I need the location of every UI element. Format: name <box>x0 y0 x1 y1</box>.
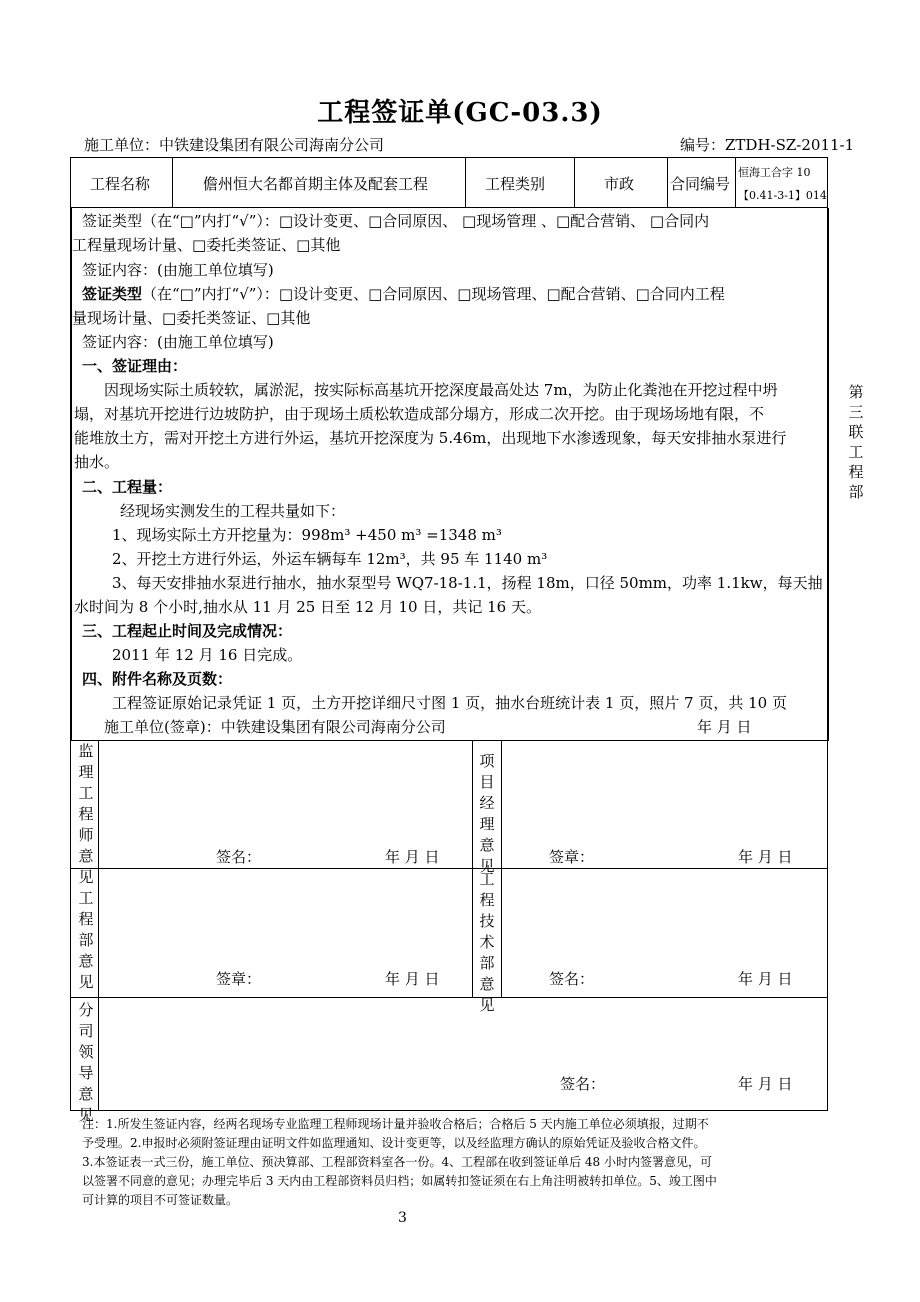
contract-no-line2: 【0.41-3-1】014 <box>738 189 827 202</box>
supervisor-opinion-label: 监理工程师意见 <box>78 742 94 886</box>
visa-type-line1: 签证类型（在“□”内打“√”）：□设计变更、□合同原因、 □现场管理 、□配合营销、 □合同内 <box>82 212 710 230</box>
note-line3: 3.本签证表一式三份，施工单位、预决算部、工程部资料室各一份。4、工程部在收到签证单后 48 小时内签署意见，可 <box>82 1155 712 1169</box>
pm-sign-date: 年 月 日 <box>738 848 793 866</box>
section1-para-line3: 能堆放土方，需对开挖土方进行外运，基坑开挖深度为 5.46m，出现地下水渗透现象，每天安排抽水泵进行 <box>74 429 787 447</box>
opinions-table <box>70 740 828 1111</box>
visa-type-repeat-line2: 量现场计量、□委托类签证、□其他 <box>72 309 311 327</box>
section1-para-line4: 抽水。 <box>74 453 120 471</box>
category-label: 工程类别 <box>485 175 546 193</box>
project-name-label: 工程名称 <box>90 175 151 193</box>
eng-dept-opinion-label: 工程部意见 <box>78 889 94 991</box>
note-line1: 注：1.所发生签证内容，经两名现场专业监理工程师现场计量并验收合格后；合格后 5 天内施工单位必须填报，过期不 <box>82 1117 709 1131</box>
section1-title: 一、签证理由： <box>82 357 188 375</box>
page-number: 3 <box>398 1210 407 1226</box>
contract-no-label: 合同编号 <box>670 175 731 193</box>
tech-dept-sign-date: 年 月 日 <box>738 970 793 988</box>
section2-title: 二、工程量： <box>82 478 173 496</box>
section2-intro: 经现场实测发生的工程共量如下： <box>120 502 346 520</box>
contractor-header: 施工单位：中铁建设集团有限公司海南分公司 <box>84 136 385 154</box>
eng-dept-sign-label: 签章： <box>216 970 262 988</box>
supervisor-sign-label: 签名： <box>216 848 262 866</box>
eng-dept-sign-date: 年 月 日 <box>385 970 440 988</box>
page-title: 工程签证单(GC-03.3) <box>317 98 603 128</box>
section2-item3-cont: 水时间为 8 个小时,抽水从 11 月 25 日至 12 月 10 日，共记 16 天。 <box>74 598 541 616</box>
section1-para-line2: 塌，对基坑开挖进行边坡防护，由于现场土质松软造成部分塌方，形成二次开挖。由于现场场地有限，不 <box>74 405 765 423</box>
company-sign-date: 年 月 日 <box>738 1075 793 1093</box>
section4-title: 四、附件名称及页数： <box>82 670 233 688</box>
company-sign-label: 签名： <box>560 1075 606 1093</box>
company-leader-opinion-label: 分司领导意见 <box>78 1001 94 1124</box>
section2-item1: 1、现场实际土方开挖量为：998m³ +450 m³ =1348 m³ <box>112 526 502 544</box>
supervisor-sign-date: 年 月 日 <box>385 848 440 866</box>
section2-item2: 2、开挖土方进行外运，外运车辆每车 12m³，共 95 车 1140 m³ <box>112 550 548 568</box>
visa-content-line: 签证内容：(由施工单位填写) <box>82 261 274 279</box>
visa-type-line2: 工程量现场计量、□委托类签证、□其他 <box>72 236 341 254</box>
form-number: 编号：ZTDH-SZ-2011-1 <box>680 136 855 154</box>
note-line5: 可计算的项目不可签证数量。 <box>82 1193 239 1207</box>
section2-item3: 3、每天安排抽水泵进行抽水，抽水泵型号 WQ7-18-1.1，扬程 18m，口径 50mm，功率 1.1kw，每天抽 <box>112 574 823 592</box>
contractor-sign-date: 年 月 日 <box>697 718 752 736</box>
contract-no-line1: 恒海工合字 10 <box>738 166 811 179</box>
note-line4: 以签署不同意的意见；办理完毕后 3 天内由工程部资料员归档；如属转扣签证须在右上角注明被转扣单位。5、竣工图中 <box>82 1174 717 1188</box>
copy-label-side: 第三联 工程部 <box>848 383 864 501</box>
pm-sign-label: 签章： <box>549 848 595 866</box>
tech-dept-opinion-label: 工程技术部意见 <box>479 870 495 1014</box>
tech-dept-sign-label: 签名： <box>549 970 595 988</box>
note-line2: 予受理。2.申报时必须附签证理由证明文件如监理通知、设计变更等，以及经监理方确认的原始凭证及验收合格文件。 <box>82 1136 706 1150</box>
section4-text: 工程签证原始记录凭证 1 页，土方开挖详细尺寸图 1 页，抽水台班统计表 1 页，照片 7 页，共 10 页 <box>112 694 787 712</box>
project-name-value: 儋州恒大名都首期主体及配套工程 <box>203 175 429 193</box>
section1-para-line1: 因现场实际土质较软，属淤泥，按实际标高基坑开挖深度最高处达 7m，为防止化粪池在开挖过程中坍 <box>104 381 778 399</box>
category-value: 市政 <box>604 175 635 193</box>
contractor-signature: 施工单位(签章)：中铁建设集团有限公司海南分公司 <box>104 718 446 736</box>
visa-content-repeat: 签证内容：(由施工单位填写) <box>82 333 274 351</box>
visa-type-repeat: 签证类型（在“□”内打“√”）：□设计变更、□合同原因、□现场管理、□配合营销、□合同内工程 <box>82 285 725 303</box>
pm-opinion-label: 项目经理意见 <box>479 752 495 875</box>
section3-title: 三、工程起止时间及完成情况： <box>82 622 293 640</box>
section3-text: 2011 年 12 月 16 日完成。 <box>112 646 303 664</box>
